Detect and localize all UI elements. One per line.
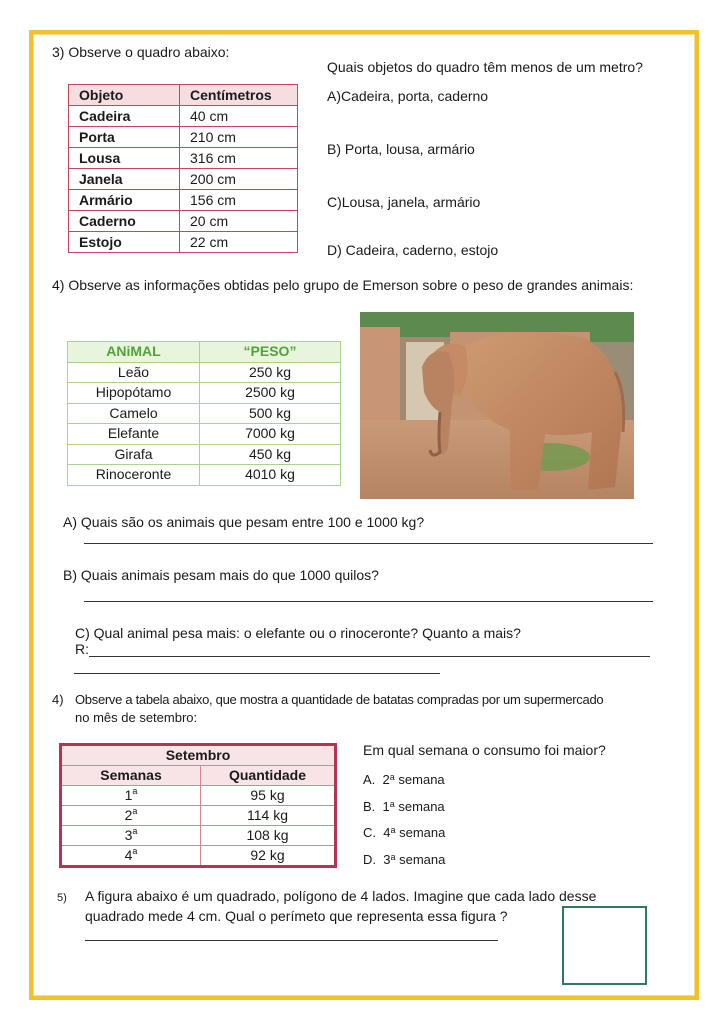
q4b-option-a[interactable] xyxy=(363,772,445,788)
q4b-number: 4) xyxy=(52,692,64,707)
table-row xyxy=(69,148,298,169)
option-number: 2 xyxy=(382,772,390,787)
q3-option-c[interactable]: C)Lousa, janela, armário xyxy=(327,194,481,210)
week-cell xyxy=(61,846,201,867)
ordinal-mark: a xyxy=(389,799,395,809)
animal-name: Camelo xyxy=(68,403,200,424)
object-name: Porta xyxy=(69,127,180,148)
option-text: semana xyxy=(398,772,445,787)
q4a-question-c: C) Qual animal pesa mais: o elefante ou o rinoceronte? Quanto a mais? xyxy=(75,625,521,641)
q5-line1: A figura abaixo é um quadrado, polígono de 4 lados. Imagine que cada lado desse xyxy=(85,888,597,904)
q4a-question-b: B) Quais animais pesam mais do que 1000 quilos? xyxy=(63,567,379,583)
table-row xyxy=(68,465,341,486)
potatoes-table xyxy=(59,743,337,868)
option-text: semana xyxy=(399,825,446,840)
ordinal-mark: a xyxy=(132,806,138,816)
elephant-illustration xyxy=(360,312,634,499)
table-row xyxy=(61,846,336,867)
ordinal-mark: a xyxy=(389,772,395,782)
header-centimetros: Centímetros xyxy=(180,85,298,106)
week-number: 2 xyxy=(124,807,133,823)
header-semanas: Semanas xyxy=(61,766,201,786)
week-number: 3 xyxy=(124,827,133,843)
object-size: 156 cm xyxy=(180,190,298,211)
table-row xyxy=(68,424,341,445)
animal-name: Rinoceronte xyxy=(68,465,200,486)
ordinal-mark: a xyxy=(132,826,138,836)
object-name: Cadeira xyxy=(69,106,180,127)
frame-gap xyxy=(552,988,660,994)
table-row xyxy=(68,362,341,383)
header-quantidade: Quantidade xyxy=(201,766,336,786)
objects-table xyxy=(68,84,298,253)
table-row xyxy=(69,106,298,127)
table-header-row xyxy=(61,766,336,786)
square-figure xyxy=(562,906,647,985)
option-letter: C. xyxy=(363,825,376,840)
q4a-question-a: A) Quais são os animais que pesam entre 100 e 1000 kg? xyxy=(63,514,425,530)
option-number: 4 xyxy=(383,825,391,840)
animal-name: Leão xyxy=(68,362,200,383)
header-objeto: Objeto xyxy=(69,85,180,106)
answer-line-q5[interactable] xyxy=(85,940,498,941)
week-cell xyxy=(61,786,201,806)
object-name: Armário xyxy=(69,190,180,211)
answer-line-c2[interactable] xyxy=(74,673,440,674)
header-animal: ANiMAL xyxy=(68,342,200,363)
table-row xyxy=(69,169,298,190)
option-number: 3 xyxy=(383,852,391,867)
object-size: 20 cm xyxy=(180,211,298,232)
table-title-row xyxy=(61,745,336,766)
week-number: 4 xyxy=(124,847,133,863)
animal-name: Girafa xyxy=(68,444,200,465)
option-number: 1 xyxy=(382,799,390,814)
answer-line-c1[interactable] xyxy=(89,656,650,657)
q3-question: Quais objetos do quadro têm menos de um metro? xyxy=(327,59,643,75)
object-size: 316 cm xyxy=(180,148,298,169)
quantity-cell: 108 kg xyxy=(201,826,336,846)
q4b-question: Em qual semana o consumo foi maior? xyxy=(363,742,606,758)
quantity-cell: 114 kg xyxy=(201,806,336,826)
animals-table xyxy=(67,341,341,486)
answer-prefix-c: R: xyxy=(75,641,89,657)
quantity-cell: 95 kg xyxy=(201,786,336,806)
animal-name: Hipopótamo xyxy=(68,383,200,404)
week-number: 1 xyxy=(124,787,133,803)
table-header-row xyxy=(68,342,341,363)
q3-title: 3) Observe o quadro abaixo: xyxy=(52,44,230,60)
object-size: 210 cm xyxy=(180,127,298,148)
answer-line-a[interactable] xyxy=(84,543,653,544)
animal-weight: 4010 kg xyxy=(200,465,341,486)
table-row xyxy=(61,786,336,806)
option-letter: D. xyxy=(363,852,376,867)
animal-weight: 7000 kg xyxy=(200,424,341,445)
table-row xyxy=(69,190,298,211)
table-row xyxy=(69,127,298,148)
table-header-row xyxy=(69,85,298,106)
object-name: Caderno xyxy=(69,211,180,232)
q3-option-b[interactable]: B) Porta, lousa, armário xyxy=(327,141,475,157)
table-row xyxy=(68,383,341,404)
table-row xyxy=(69,232,298,253)
object-name: Janela xyxy=(69,169,180,190)
ordinal-mark: a xyxy=(132,846,138,856)
q4a-title: 4) Observe as informações obtidas pelo grupo de Emerson sobre o peso de grandes animais: xyxy=(52,277,634,293)
object-size: 22 cm xyxy=(180,232,298,253)
quantity-cell: 92 kg xyxy=(201,846,336,867)
q5-number: 5) xyxy=(57,892,67,904)
elephant-photo xyxy=(360,312,634,499)
ordinal-mark: a xyxy=(390,825,396,835)
answer-line-b[interactable] xyxy=(84,601,653,602)
q4b-option-d[interactable] xyxy=(363,852,445,868)
table-title: Setembro xyxy=(61,745,336,766)
table-row xyxy=(69,211,298,232)
ordinal-mark: a xyxy=(132,786,138,796)
option-letter: A. xyxy=(363,772,376,787)
header-peso: “PESO” xyxy=(200,342,341,363)
option-letter: B. xyxy=(363,799,376,814)
week-cell xyxy=(61,826,201,846)
table-row xyxy=(61,806,336,826)
option-text: semana xyxy=(398,799,445,814)
object-name: Lousa xyxy=(69,148,180,169)
object-name: Estojo xyxy=(69,232,180,253)
animal-weight: 450 kg xyxy=(200,444,341,465)
q3-option-a[interactable]: A)Cadeira, porta, caderno xyxy=(327,88,489,104)
q4b-option-b[interactable] xyxy=(363,799,445,815)
q4b-line1: Observe a tabela abaixo, que mostra a quantidade de batatas compradas por um supermercado xyxy=(75,692,604,707)
animal-weight: 250 kg xyxy=(200,362,341,383)
animal-weight: 2500 kg xyxy=(200,383,341,404)
animal-weight: 500 kg xyxy=(200,403,341,424)
object-size: 200 cm xyxy=(180,169,298,190)
table-row xyxy=(61,826,336,846)
q4b-option-c[interactable] xyxy=(363,825,445,841)
object-size: 40 cm xyxy=(180,106,298,127)
option-text: semana xyxy=(399,852,446,867)
ordinal-mark: a xyxy=(390,852,396,862)
animal-name: Elefante xyxy=(68,424,200,445)
q4b-line2: no mês de setembro: xyxy=(75,710,198,725)
table-row xyxy=(68,403,341,424)
week-cell xyxy=(61,806,201,826)
table-row xyxy=(68,444,341,465)
q3-option-d[interactable]: D) Cadeira, caderno, estojo xyxy=(327,242,499,258)
q5-line2: quadrado mede 4 cm. Qual o perímeto que representa essa figura ? xyxy=(85,908,508,924)
